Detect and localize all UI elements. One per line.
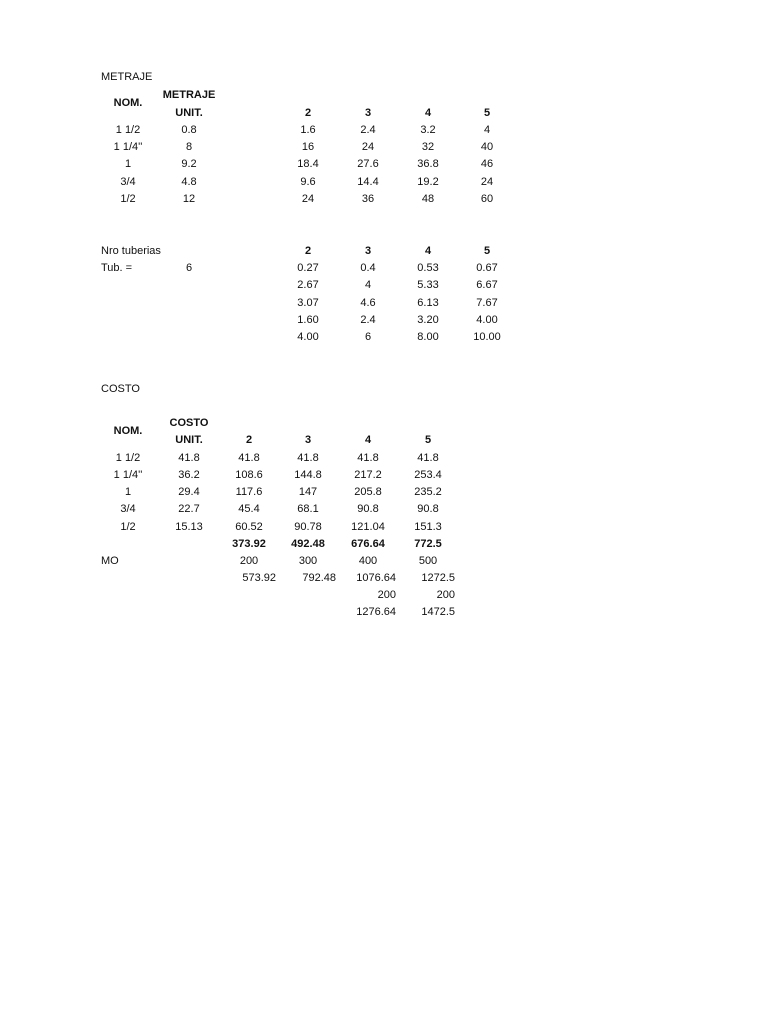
- costo-cell: 45.4: [238, 503, 260, 515]
- costo-unit: 15.13: [175, 521, 203, 533]
- costo-cell: 217.2: [354, 469, 382, 481]
- tuberias-col-header: 3: [364, 245, 372, 257]
- tuberias-cell: 0.67: [476, 262, 498, 274]
- costo-cell: 235.2: [414, 486, 442, 498]
- metraje-cell: 24: [361, 141, 375, 153]
- costo-cell: 90.8: [357, 503, 379, 515]
- tuberias-cell: 2.67: [297, 279, 319, 291]
- costo-cell: 41.8: [417, 452, 439, 464]
- metraje-title: METRAJE: [101, 71, 153, 83]
- tuberias-cell: 5.33: [417, 279, 439, 291]
- subtotal-value: 792.48: [302, 572, 336, 584]
- subtotal-value: 1076.64: [356, 572, 396, 584]
- metraje-col-header: 5: [483, 107, 491, 119]
- costo-cell: 121.04: [351, 521, 385, 533]
- metraje-nom: 3/4: [120, 176, 136, 188]
- costo-total: 492.48: [291, 538, 325, 550]
- costo-col-header: 2: [245, 434, 253, 446]
- metraje-unit: 9.2: [181, 158, 197, 170]
- tuberias-cell: 3.07: [297, 297, 319, 309]
- costo-nom: 1 1/4'': [113, 469, 143, 481]
- metraje-cell: 24: [480, 176, 494, 188]
- costo-cell: 60.52: [235, 521, 263, 533]
- metraje-unit-header-2: UNIT.: [175, 107, 203, 119]
- tuberias-cell: 3.20: [417, 314, 439, 326]
- mo-value: 200: [239, 555, 259, 567]
- metraje-cell: 3.2: [420, 124, 436, 136]
- metraje-col-header: 2: [304, 107, 312, 119]
- tuberias-cell: 10.00: [473, 331, 501, 343]
- tuberias-label: Nro tuberias: [101, 245, 161, 257]
- metraje-cell: 36.8: [417, 158, 439, 170]
- costo-cell: 144.8: [294, 469, 322, 481]
- tub-value: 6: [185, 262, 193, 274]
- costo-unit: 41.8: [178, 452, 200, 464]
- metraje-unit: 12: [182, 193, 196, 205]
- metraje-col-header: 3: [364, 107, 372, 119]
- subtotal-value: 1272.5: [421, 572, 455, 584]
- costo-cell: 253.4: [414, 469, 442, 481]
- metraje-cell: 60: [480, 193, 494, 205]
- costo-total: 373.92: [232, 538, 266, 550]
- tuberias-col-header: 2: [304, 245, 312, 257]
- costo-cell: 68.1: [297, 503, 319, 515]
- tuberias-cell: 0.27: [297, 262, 319, 274]
- costo-cell: 147: [298, 486, 318, 498]
- metraje-cell: 4: [483, 124, 491, 136]
- tuberias-col-header: 4: [424, 245, 432, 257]
- extra-value: 200: [436, 589, 455, 601]
- mo-value: 300: [298, 555, 318, 567]
- costo-cell: 205.8: [354, 486, 382, 498]
- costo-total: 676.64: [351, 538, 385, 550]
- metraje-nom: 1: [124, 158, 132, 170]
- costo-cell: 41.8: [357, 452, 379, 464]
- tuberias-cell: 2.4: [360, 314, 376, 326]
- metraje-nom: 1/2: [120, 193, 136, 205]
- metraje-cell: 46: [480, 158, 494, 170]
- final-value: 1472.5: [421, 606, 455, 618]
- costo-unit: 22.7: [178, 503, 200, 515]
- costo-cell: 90.8: [417, 503, 439, 515]
- tuberias-cell: 4.00: [476, 314, 498, 326]
- mo-label: MO: [101, 555, 119, 567]
- metraje-cell: 18.4: [297, 158, 319, 170]
- metraje-cell: 32: [421, 141, 435, 153]
- tuberias-cell: 4: [364, 279, 372, 291]
- metraje-cell: 9.6: [300, 176, 316, 188]
- costo-cell: 117.6: [235, 486, 263, 498]
- metraje-nom: 1 1/4'': [113, 141, 143, 153]
- costo-cell: 90.78: [294, 521, 322, 533]
- tuberias-cell: 4.00: [297, 331, 319, 343]
- metraje-cell: 40: [480, 141, 494, 153]
- costo-unit-header-2: UNIT.: [175, 434, 203, 446]
- costo-nom: 1/2: [120, 521, 136, 533]
- metraje-cell: 1.6: [300, 124, 316, 136]
- metraje-cell: 19.2: [417, 176, 439, 188]
- tuberias-cell: 0.4: [360, 262, 376, 274]
- tuberias-col-header: 5: [483, 245, 491, 257]
- metraje-unit: 4.8: [181, 176, 197, 188]
- metraje-unit-header-1: METRAJE: [162, 89, 216, 101]
- final-value: 1276.64: [356, 606, 396, 618]
- metraje-unit: 8: [185, 141, 193, 153]
- tuberias-cell: 6.13: [417, 297, 439, 309]
- costo-col-header: 5: [424, 434, 432, 446]
- metraje-nom: 1 1/2: [115, 124, 141, 136]
- tuberias-cell: 6.67: [476, 279, 498, 291]
- metraje-nom-header: NOM.: [113, 97, 143, 109]
- tub-label: Tub. =: [101, 262, 133, 274]
- metraje-cell: 24: [301, 193, 315, 205]
- tuberias-cell: 1.60: [297, 314, 319, 326]
- costo-nom: 3/4: [120, 503, 136, 515]
- costo-col-header: 3: [304, 434, 312, 446]
- costo-cell: 41.8: [238, 452, 260, 464]
- metraje-col-header: 4: [424, 107, 432, 119]
- costo-nom-header: NOM.: [113, 425, 143, 437]
- mo-value: 400: [358, 555, 378, 567]
- costo-nom: 1: [124, 486, 132, 498]
- costo-unit-header-1: COSTO: [169, 417, 209, 429]
- costo-cell: 41.8: [297, 452, 319, 464]
- subtotal-value: 573.92: [242, 572, 276, 584]
- costo-cell: 151.3: [414, 521, 442, 533]
- metraje-cell: 27.6: [357, 158, 379, 170]
- costo-unit: 29.4: [178, 486, 200, 498]
- costo-col-header: 4: [364, 434, 372, 446]
- metraje-cell: 14.4: [357, 176, 379, 188]
- tuberias-cell: 7.67: [476, 297, 498, 309]
- metraje-cell: 48: [421, 193, 435, 205]
- tuberias-cell: 0.53: [417, 262, 439, 274]
- tuberias-cell: 6: [364, 331, 372, 343]
- metraje-cell: 16: [301, 141, 315, 153]
- metraje-cell: 36: [361, 193, 375, 205]
- tuberias-cell: 4.6: [360, 297, 376, 309]
- costo-nom: 1 1/2: [115, 452, 141, 464]
- extra-value: 200: [377, 589, 396, 601]
- costo-unit: 36.2: [178, 469, 200, 481]
- tuberias-cell: 8.00: [417, 331, 439, 343]
- costo-title: COSTO: [101, 383, 140, 395]
- metraje-cell: 2.4: [360, 124, 376, 136]
- metraje-unit: 0.8: [181, 124, 197, 136]
- costo-total: 772.5: [414, 538, 442, 550]
- costo-cell: 108.6: [235, 469, 263, 481]
- mo-value: 500: [418, 555, 438, 567]
